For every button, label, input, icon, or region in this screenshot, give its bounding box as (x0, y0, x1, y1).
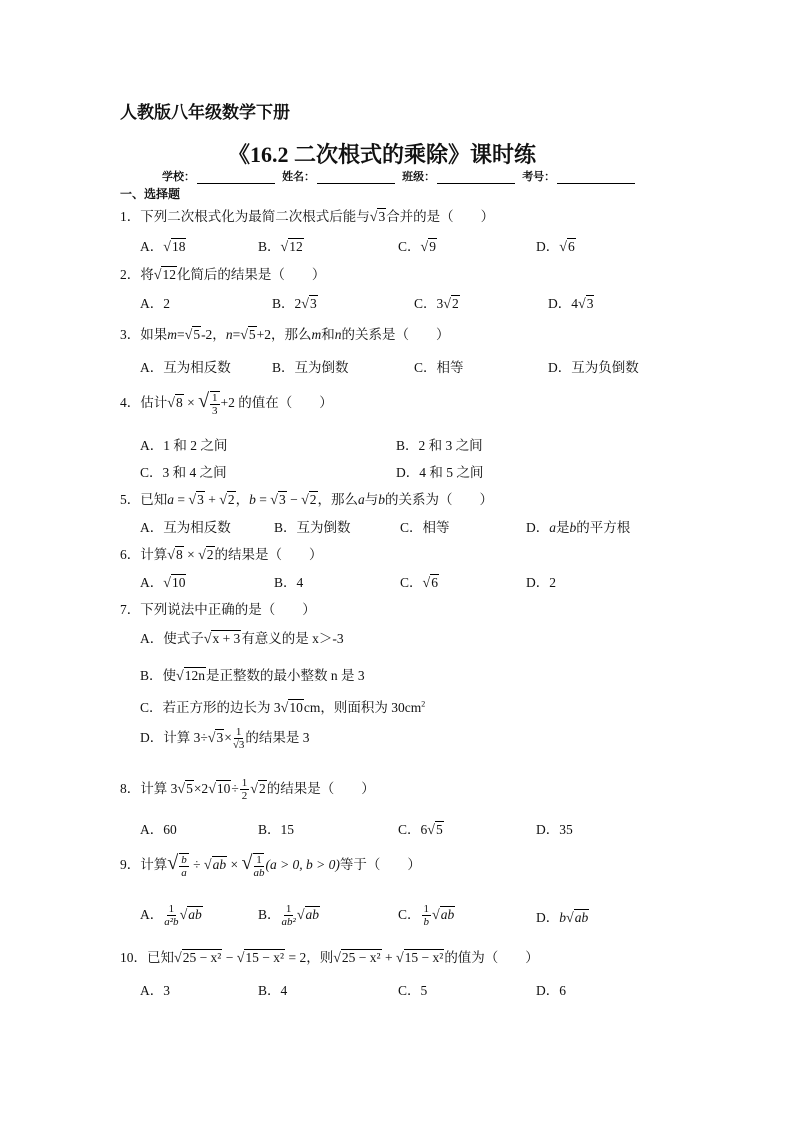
q7-option-c[interactable]: C．若正方形的边长为 3√10cm，则面积为 $30cm^2$ (140, 699, 426, 716)
q8-option-d[interactable]: D．35 (536, 822, 573, 837)
q5-option-a[interactable]: A．互为相反数 (140, 520, 231, 535)
q10-option-a[interactable]: A．3 (140, 983, 170, 998)
q10-option-b[interactable]: B．4 (258, 983, 288, 998)
q10-stem: 10．已知√25 − x² − √15 − x² = 2，则√25 − x² + √15 − x²的值为（ ） (120, 950, 539, 966)
sqrt-sign: √3 (369, 209, 386, 225)
q10-option-d[interactable]: D．6 (536, 983, 566, 998)
q7-option-d[interactable]: D．计算 3÷√3× $\frac{1}{√3}$ 的结果是 3 (140, 726, 310, 752)
q4-option-c[interactable]: C．3 和 4 之间 (140, 465, 227, 480)
q5-option-b[interactable]: B．互为倒数 (274, 520, 351, 535)
q3-option-a[interactable]: A．互为相反数 (140, 360, 231, 375)
student-info-row (162, 168, 639, 184)
q6-option-b[interactable]: B．4 (274, 575, 304, 590)
q8-option-c[interactable]: C．6√5 (398, 822, 443, 838)
q3-option-c[interactable]: C．相等 (414, 360, 464, 375)
doc-header: 人教版八年级数学下册 (120, 103, 290, 122)
q3-option-d[interactable]: D．互为负倒数 (548, 360, 639, 375)
q1-option-d[interactable]: D．√6 (536, 239, 575, 255)
q9-option-c[interactable]: C． $\frac{1}{b}$ √ab (398, 903, 455, 929)
q9-option-b[interactable]: B． $\frac{1}{\text{ab²}}$ √ab (258, 903, 320, 929)
q8-option-b[interactable]: B．15 (258, 822, 295, 837)
school-label: 学校： (162, 171, 195, 183)
number-label: 考号： (522, 171, 556, 183)
q2-stem: 2．将√12化简后的结果是（ ） (120, 267, 326, 283)
q5-stem: 5．已知a = √3 + √2，b = √3 − √2，那么a与b的关系为（ ） (120, 492, 493, 508)
school-blank[interactable] (197, 172, 275, 184)
q1-option-a[interactable]: A．√18 (140, 239, 186, 255)
q4-option-a[interactable]: A．1 和 2 之间 (140, 438, 228, 453)
name-blank[interactable] (317, 172, 395, 184)
q4-stem: 4．估计√8 × √ $\frac{1}{3}$ +2 的值在（ ） (120, 390, 333, 417)
page-title: 《16.2 二次根式的乘除》课时练 (228, 142, 537, 167)
q4-option-d[interactable]: D．4 和 5 之间 (396, 465, 484, 480)
q3-stem: 3．如果m=√5-2，n=√5+2，那么m和n的关系是（ ） (120, 327, 450, 343)
q1-option-b[interactable]: B．√12 (258, 239, 303, 255)
section-heading: 一、选择题 (120, 187, 181, 201)
q1-option-c[interactable]: C．√9 (398, 239, 436, 255)
q7-stem: 7．下列说法中正确的是（ ） (120, 602, 316, 617)
q9-stem: 9．计算√ $\frac{b}{a}$ ÷ √ab × √ $\frac{1}{ab}$ (a > 0, b > 0)等于（ ） (120, 852, 421, 879)
q1-stem: 1．下列二次根式化为最简二次根式后能与√3合并的是（ ） (120, 209, 495, 225)
q2-option-b[interactable]: B．2√3 (272, 296, 317, 312)
q6-option-a[interactable]: A．√10 (140, 575, 186, 591)
q5-option-d[interactable]: D．a是b的平方根 (526, 520, 631, 535)
q7-option-a[interactable]: A．使式子√x + 3有意义的是 x＞-3 (140, 631, 344, 647)
q6-option-c[interactable]: C．√6 (400, 575, 438, 591)
q3-option-b[interactable]: B．互为倒数 (272, 360, 349, 375)
q9-option-a[interactable]: A． $\frac{1}{\text{a²b}}$ √ab (140, 903, 202, 929)
q6-option-d[interactable]: D．2 (526, 575, 556, 590)
q5-option-c[interactable]: C．相等 (400, 520, 450, 535)
q4-option-b[interactable]: B．2 和 3 之间 (396, 438, 483, 453)
q6-stem: 6．计算√8 × √2的结果是（ ） (120, 547, 323, 563)
q7-option-b[interactable]: B．使√12n是正整数的最小整数 n 是 3 (140, 668, 365, 684)
q2-option-d[interactable]: D．4√3 (548, 296, 594, 312)
q8-stem: 8．计算 3√5×2√10÷ $\frac{1}{2}$ √2的结果是（ ） (120, 777, 375, 803)
number-blank[interactable] (557, 172, 635, 184)
q8-option-a[interactable]: A．60 (140, 822, 177, 837)
q2-option-a[interactable]: A．2 (140, 296, 170, 311)
q10-option-c[interactable]: C．5 (398, 983, 428, 998)
name-label: 姓名： (282, 171, 316, 183)
q2-option-c[interactable]: C．3√2 (414, 296, 459, 312)
class-blank[interactable] (437, 172, 515, 184)
class-label: 班级： (402, 171, 436, 183)
q9-option-d[interactable]: D．b√ab (536, 910, 589, 926)
